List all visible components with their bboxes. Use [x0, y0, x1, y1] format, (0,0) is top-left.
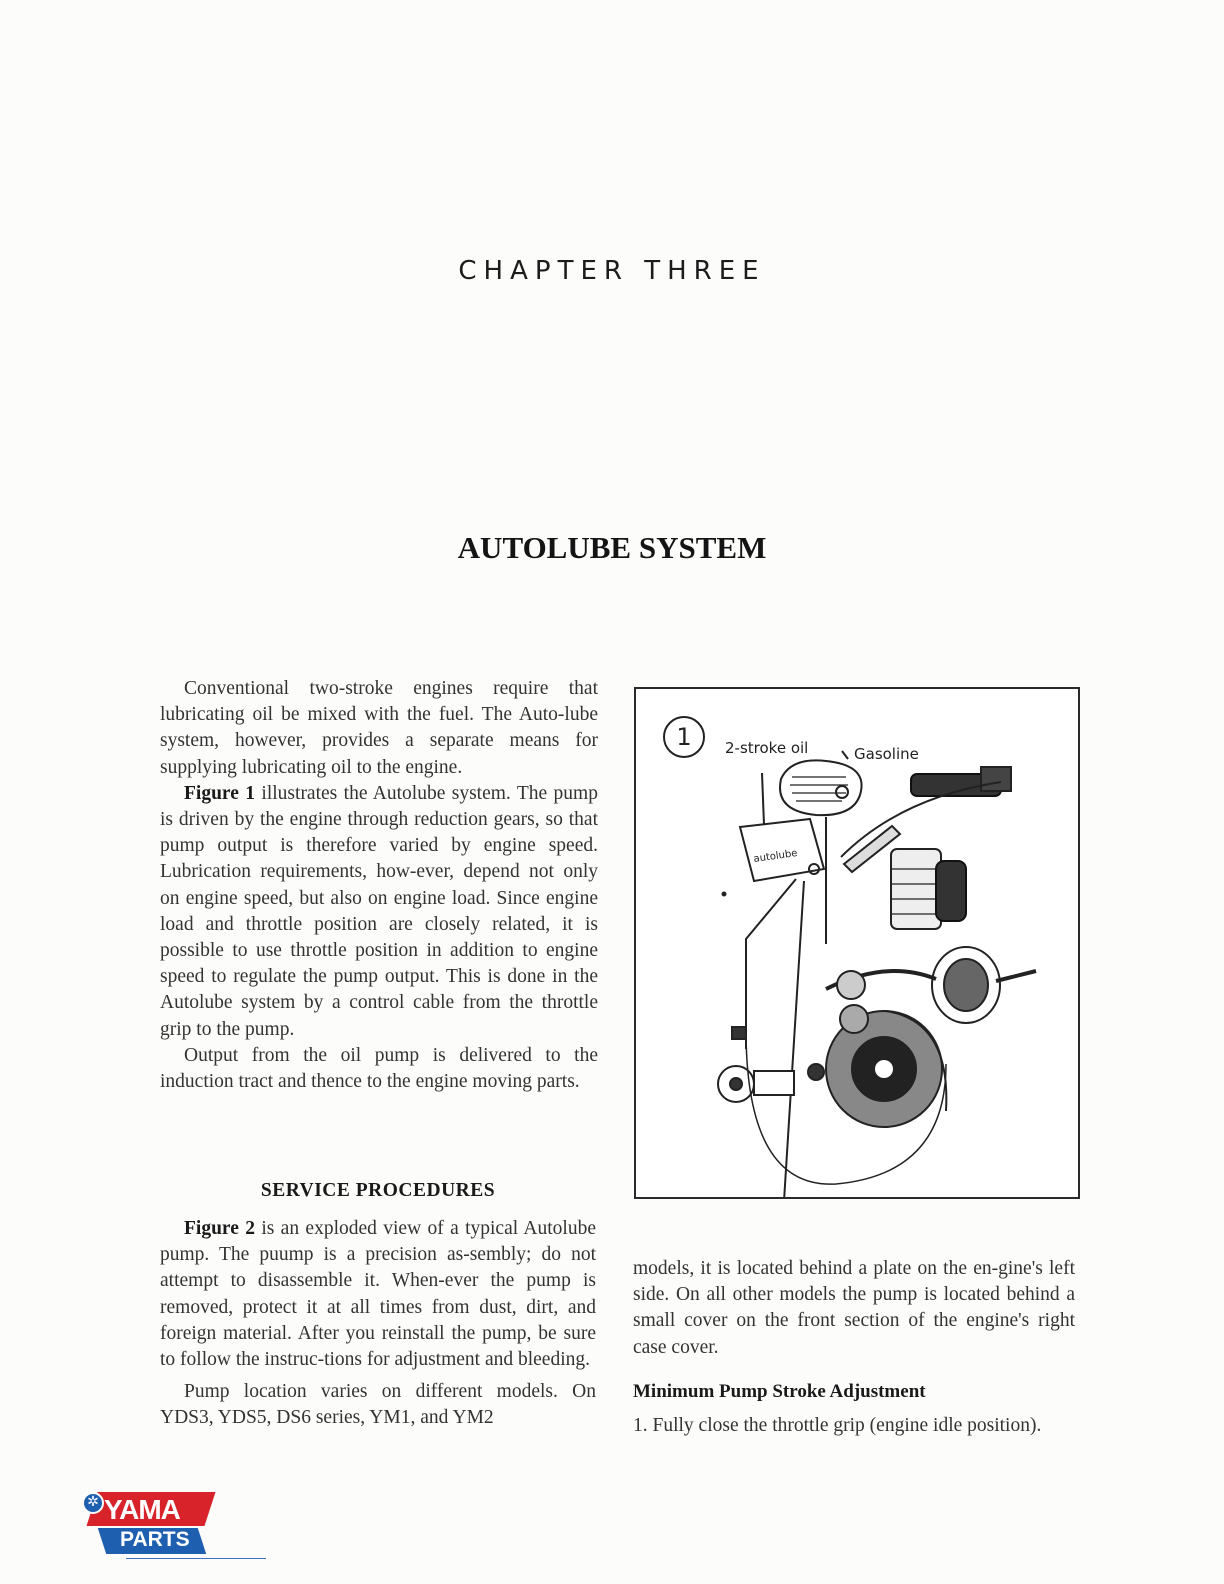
autolube-diagram [636, 689, 1078, 1197]
oil-tank-label: autolube [752, 847, 799, 865]
chapter-heading: CHAPTER THREE [458, 256, 766, 286]
service-paragraph-1-text: is an exploded view of a typical Autolube pump. The puump is a precision as-sembly; do not attempt to disassemble it. When-ever the pump is removed, protect it at all times from dust, dirt, and foreign material. After you reinstall the pump, be sure to follow the instruc-tions for adjustment and bleeding. [160, 1218, 596, 1371]
intro-paragraph-1: Conventional two-stroke engines require that lubricating oil be mixed with the fuel. The Auto-lube system, however, provides a separate means for supplying lubricating oil to the engine. [160, 678, 598, 778]
intro-text [160, 676, 598, 1095]
logo-underline [126, 1558, 266, 1559]
intro-paragraph-2-text: illustrates the Autolube system. The pump is driven by the engine through reduction gears, so that pump output is therefore varied by engine speed. Lubrication requirements, how-ever, depend not only on engine speed, but also on engine load. Since engine load and throttle position are closely related, it is possible to use throttle position in addition to engine speed to regulate the pump output. This is done in the Autolube system by a control cable from the throttle grip to the pump. [160, 782, 598, 1040]
service-text-continued [633, 1256, 1075, 1361]
logo-badge-icon: ✲ [82, 1492, 104, 1514]
service-text [160, 1216, 596, 1432]
figure-ref: Figure 1 [184, 782, 256, 804]
logo-top-text: YAMA [104, 1494, 180, 1525]
service-paragraph-2: Pump location varies on different models. On YDS3, YDS5, DS6 series, YM1, and YM2 [160, 1381, 596, 1429]
adjustment-step-1: 1. Fully close the throttle grip (engine idle position). [633, 1415, 1042, 1436]
label-2-stroke-oil: 2-stroke oil [725, 739, 809, 757]
intro-paragraph-2 [160, 781, 598, 1043]
figure-1 [634, 687, 1080, 1199]
service-procedures-heading: SERVICE PROCEDURES [260, 1180, 496, 1201]
figure-ref: Figure 2 [184, 1218, 255, 1239]
service-paragraph-1 [160, 1216, 596, 1373]
yama-parts-logo [82, 1490, 272, 1560]
logo-bottom-text: PARTS [120, 1528, 190, 1551]
chapter-title: AUTOLUBE SYSTEM [457, 530, 767, 565]
label-gasoline: Gasoline [854, 745, 919, 763]
figure-number: 1 [663, 716, 705, 758]
intro-paragraph-3: Output from the oil pump is delivered to the induction tract and thence to the engine moving parts. [160, 1044, 598, 1093]
service-paragraph-2-continued: models, it is located behind a plate on the en-gine's left side. On all other models the pump is located behind a small cover on the front section of the engine's right case cover. [633, 1258, 1075, 1358]
adjustment-heading: Minimum Pump Stroke Adjustment [633, 1381, 926, 1402]
